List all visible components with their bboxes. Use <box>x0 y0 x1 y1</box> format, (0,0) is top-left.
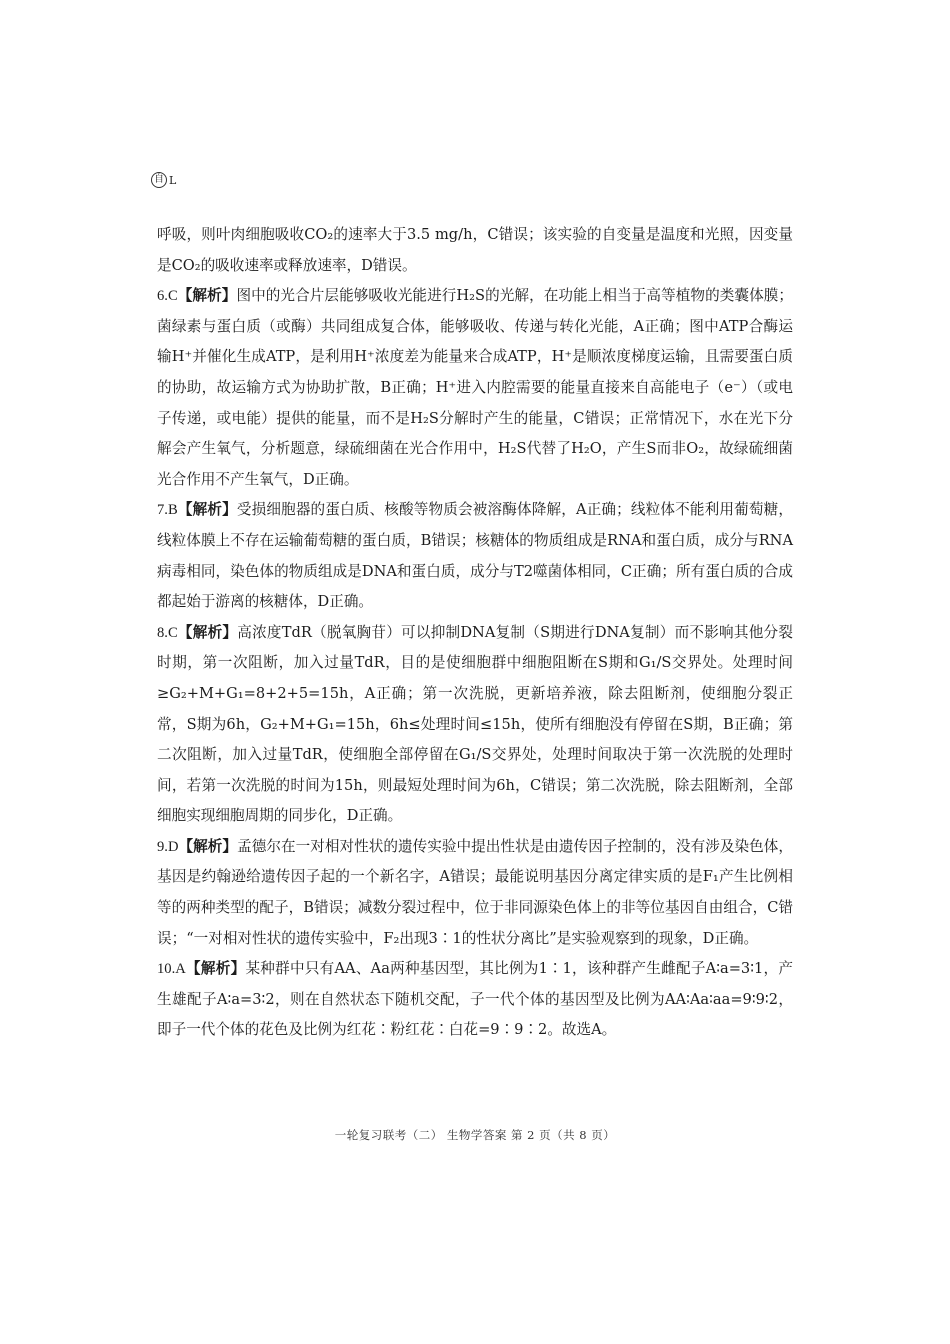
circle-logo-icon: 自 <box>151 172 167 188</box>
answer-8 <box>157 618 793 832</box>
analysis-tag: 【解析】 <box>178 837 238 855</box>
answer-number: 8.C <box>157 624 178 641</box>
analysis-tag: 【解析】 <box>185 960 246 978</box>
logo-letter: L <box>169 173 177 187</box>
answer-10 <box>157 954 793 1046</box>
answer-number: 10.A <box>157 961 186 978</box>
logo-mark <box>151 172 176 188</box>
answer-content <box>157 220 793 1046</box>
paragraph-text: 高浓度TdR（脱氧胸苷）可以抑制DNA复制（S期进行DNA复制）而不影响其他分裂时期，第一次阻断，加入过量TdR，目的是使细胞群中细胞阻断在S期和G₁/S交界处。处理时间≥G₂+M+G₁=8+2+5=15h，A正确；第一次洗脱，更新培养液，除去阻断剂，使细胞分裂正常，S期为6h，G₂+M+G₁=15h，6h≤处理时间≤15h，使所有细胞没有停留在S期，B正确；第二次阻断，加入过量TdR，使细胞全部停留在G₁/S交界处，处理时间取决于第一次洗脱的处理时间，若第一次洗脱的时间为15h，则最短处理时间为6h，C错误；第二次洗脱，除去阻断剂，全部细胞实现细胞周期的同步化，D正确。 <box>157 623 793 825</box>
answer-number: 9.D <box>157 838 179 855</box>
paragraph-text: 孟德尔在一对相对性状的遗传实验中提出性状是由遗传因子控制的，没有涉及染色体，基因是约翰逊给遗传因子起的一个新名字，A错误；最能说明基因分离定律实质的是F₁产生比例相等的两种类型的配子，B错误；减数分裂过程中，位于非同源染色体上的非等位基因自由组合，C错误；“一对相对性状的遗传实验中，F₂出现3∶1的性状分离比”是实验观察到的现象，D正确。 <box>157 837 793 947</box>
paragraph-text: 图中的光合片层能够吸收光能进行H₂S的光解，在功能上相当于高等植物的类囊体膜；菌绿素与蛋白质（或酶）共同组成复合体，能够吸收、传递与转化光能，A正确；图中ATP合酶运输H⁺并催化生成ATP，是利用H⁺浓度差为能量来合成ATP，H⁺是顺浓度梯度运输，且需要蛋白质的协助，故运输方式为协助扩散，B正确；H⁺进入内腔需要的能量直接来自高能电子（e⁻）（或电子传递，或电能）提供的能量，而不是H₂S分解时产生的能量，C错误；正常情况下，水在光下分解会产生氧气，分析题意，绿硫细菌在光合作用中，H₂S代替了H₂O，产生S而非O₂，故绿硫细菌光合作用不产生氧气，D正确。 <box>157 287 793 488</box>
analysis-tag: 【解析】 <box>177 501 237 519</box>
paragraph-text: 受损细胞器的蛋白质、核酸等物质会被溶酶体降解，A正确；线粒体不能利用葡萄糖，线粒体膜上不存在运输葡萄糖的蛋白质，B错误；核糖体的物质组成是RNA和蛋白质，成分与RNA病毒相同，染色体的物质组成是DNA和蛋白质，成分与T2噬菌体相同，C正确；所有蛋白质的合成都起始于游离的核糖体，D正确。 <box>157 501 793 611</box>
answer-number: 6.C <box>157 288 178 305</box>
answer-6 <box>157 281 793 495</box>
paragraph-continuation <box>157 220 793 281</box>
answer-number: 7.B <box>157 502 178 519</box>
page-footer: 一轮复习联考（二） 生物学答案 第 2 页（共 8 页） <box>334 1128 616 1142</box>
paragraph-text: 呼吸，则叶肉细胞吸收CO₂的速率大于3.5 mg/h，C错误；该实验的自变量是温度和光照，因变量是CO₂的吸收速率或释放速率，D错误。 <box>157 226 793 274</box>
analysis-tag: 【解析】 <box>177 287 237 305</box>
paragraph-text: 某种群中只有AA、Aa两种基因型，其比例为1∶1，该种群产生雌配子A∶a=3∶1，产生雄配子A∶a=3∶2，则在自然状态下随机交配，子一代个体的基因型及比例为AA∶Aa∶aa=9∶9∶2，即子一代个体的花色及比例为红花∶粉红花∶白花=9∶9∶2。故选A。 <box>157 960 793 1039</box>
analysis-tag: 【解析】 <box>177 623 238 641</box>
answer-7 <box>157 495 793 617</box>
answer-9 <box>157 832 793 954</box>
